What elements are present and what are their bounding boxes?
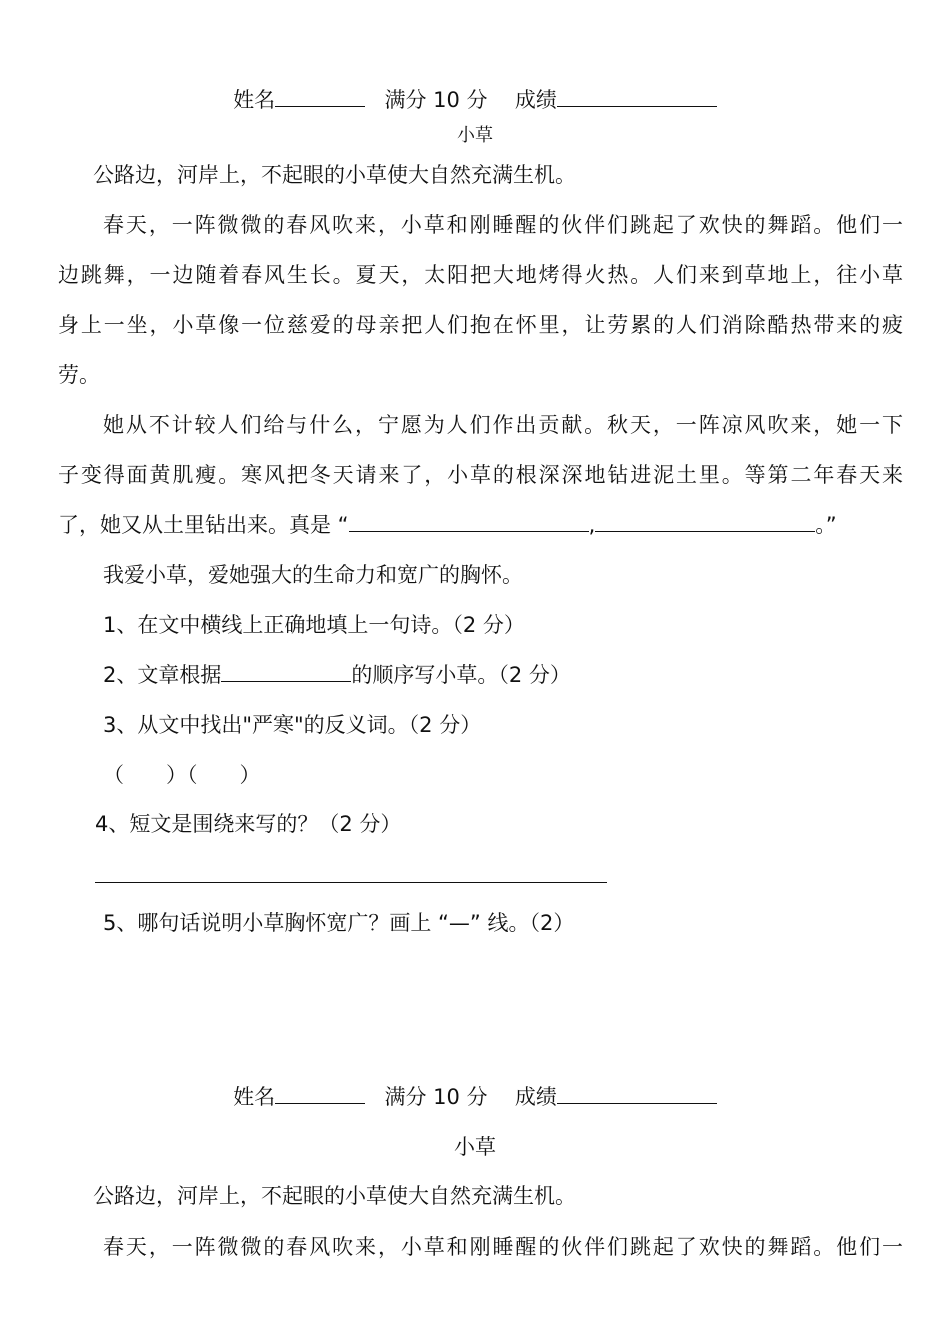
- header-row-2: [0, 1083, 950, 1111]
- article-title: 小草: [457, 125, 493, 146]
- name-blank-2[interactable]: [275, 1083, 365, 1104]
- paragraph-2-line-1-sheet-2: 春天，一阵微微的春风吹来，小草和刚睡醒的伙伴们跳起了欢快的舞蹈。他们一: [103, 1235, 903, 1259]
- paren-close-2: ）: [239, 763, 261, 787]
- name-label-2: 姓名: [233, 1085, 276, 1109]
- paren-open-1: （: [103, 763, 124, 787]
- paragraph-3-after-blank: 。”: [815, 513, 837, 537]
- question-1: 1、在文中横线上正确地填上一句诗。（2 分）: [103, 613, 525, 637]
- paren-open-2: （: [187, 763, 198, 787]
- question-2-after: 的顺序写小草。（2 分）: [351, 663, 571, 687]
- header-row: [0, 86, 950, 114]
- paragraph-3-line-1: 她从不计较人们给与什么，宁愿为人们作出贡献。秋天，一阵凉风吹来，她一下: [103, 413, 903, 437]
- full-marks-label: 满分 10 分: [384, 88, 488, 112]
- question-4-answer-line[interactable]: [95, 882, 607, 883]
- question-2-before: 2、文章根据: [103, 663, 222, 687]
- full-marks-label-2: 满分 10 分: [384, 1085, 488, 1109]
- question-4: 4、短文是围绕来写的？（2 分）: [95, 812, 402, 836]
- question-2-blank[interactable]: [221, 661, 351, 682]
- paragraph-3-line-3: [58, 511, 837, 539]
- name-blank[interactable]: [275, 86, 365, 107]
- score-label-2: 成绩: [514, 1085, 557, 1109]
- score-blank[interactable]: [557, 86, 717, 107]
- paragraph-2-line-4: 劳。: [58, 363, 100, 387]
- poem-blank-1[interactable]: [349, 511, 589, 532]
- paragraph-2-line-2: 边跳舞，一边随着春风生长。夏天，太阳把大地烤得火热。人们来到草地上，往小草: [58, 263, 903, 287]
- paragraph-3-line-2: 子变得面黄肌瘦。寒风把冬天请来了，小草的根深深地钻进泥土里。等第二年春天来: [58, 463, 903, 487]
- name-label: 姓名: [233, 88, 276, 112]
- question-2: [103, 661, 571, 689]
- question-3-answer-parens: [103, 761, 261, 789]
- question-3: 3、从文中找出"严寒"的反义词。（2 分）: [103, 713, 482, 737]
- poem-blank-2[interactable]: [595, 511, 815, 532]
- paragraph-2-line-3: 身上一坐，小草像一位慈爱的母亲把人们抱在怀里，让劳累的人们消除酷热带来的疲: [58, 313, 903, 337]
- paragraph-4: 我爱小草，爱她强大的生命力和宽广的胸怀。: [103, 563, 523, 587]
- question-5: 5、哪句话说明小草胸怀宽广？画上 “—” 线。（2）: [103, 911, 575, 935]
- paragraph-1-sheet-2: 公路边，河岸上，不起眼的小草使大自然充满生机。: [93, 1184, 576, 1208]
- score-blank-2[interactable]: [557, 1083, 717, 1104]
- paragraph-3-before-blank: 了，她又从土里钻出来。真是 “: [58, 513, 349, 537]
- paragraph-2-line-1: 春天，一阵微微的春风吹来，小草和刚睡醒的伙伴们跳起了欢快的舞蹈。他们一: [103, 213, 903, 237]
- score-label: 成绩: [514, 88, 557, 112]
- paren-close-1: ）: [166, 763, 187, 787]
- article-title-2: 小草: [454, 1135, 496, 1159]
- poem-comma: ,: [588, 513, 596, 537]
- paragraph-1: 公路边，河岸上，不起眼的小草使大自然充满生机。: [93, 163, 576, 187]
